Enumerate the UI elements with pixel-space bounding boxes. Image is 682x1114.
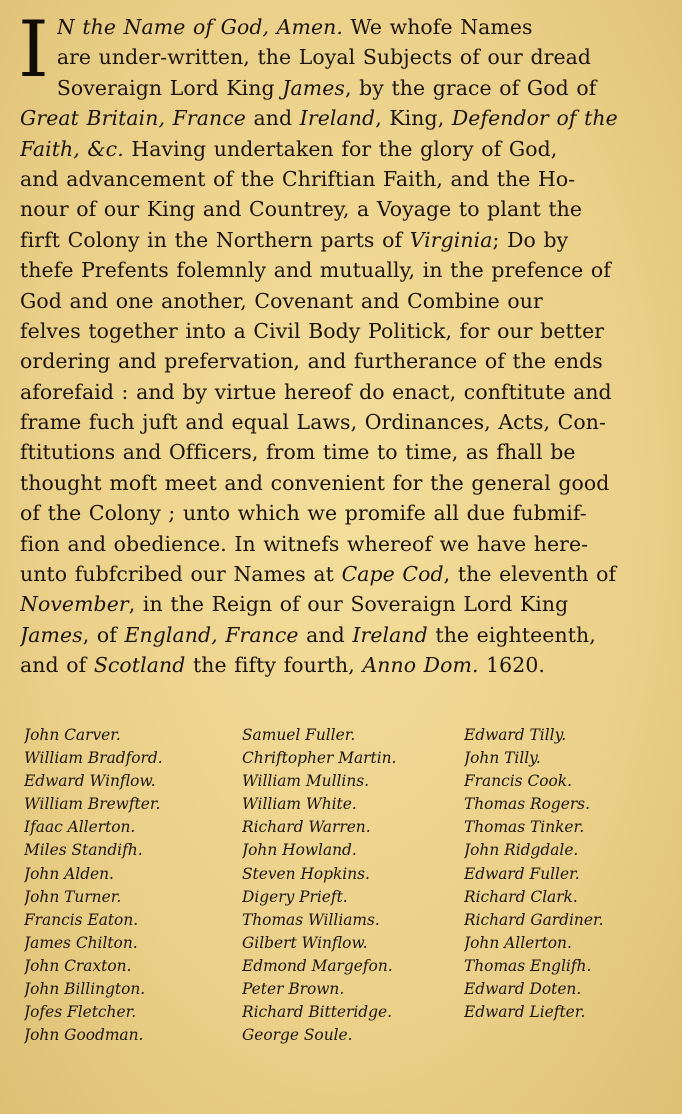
signatory-name: Richard Warren. xyxy=(242,818,371,837)
compact-line xyxy=(20,498,670,528)
signatory-name: John Carver. xyxy=(24,726,121,744)
signatory-name: John Howland. xyxy=(242,841,357,860)
signatory-name: Edward Liefter. xyxy=(464,1003,586,1022)
signatory-name: William Brewfter. xyxy=(24,795,161,814)
signatory-name: William Bradford. xyxy=(24,749,163,768)
compact-text-segment: Great Britain, France xyxy=(20,106,246,131)
signatory-name: Richard Bitteridge. xyxy=(242,1003,393,1022)
signatory-name: Francis Eaton. xyxy=(24,910,139,929)
signatory-name: George Soule. xyxy=(242,1026,353,1045)
signatory-name: Ifaac Allerton. xyxy=(24,818,136,837)
compact-text-segment: thefe Prefents folemnly and mutually, in the prefence of xyxy=(20,258,611,283)
compact-line xyxy=(20,468,670,498)
signatory-name: Edward Tilly. xyxy=(464,726,567,744)
signatory-name: John Alden. xyxy=(24,864,114,883)
compact-line xyxy=(20,589,670,619)
compact-lines xyxy=(18,5,670,681)
signatory-name: Thomas Englifh. xyxy=(464,956,592,975)
signatory-name: Thomas Williams. xyxy=(242,910,380,929)
compact-line xyxy=(20,407,670,437)
signature-column-1 xyxy=(24,724,242,1047)
signatory-name: Digery Prieft. xyxy=(242,887,348,906)
compact-line xyxy=(20,377,670,407)
compact-line xyxy=(57,73,670,103)
compact-line xyxy=(20,437,670,467)
signatory-name: John Ridgdale. xyxy=(464,841,579,860)
compact-text-segment: Virginia xyxy=(409,227,493,252)
signature-column-2 xyxy=(242,724,464,1047)
compact-line xyxy=(20,225,670,255)
signatory-name: Francis Cook. xyxy=(464,772,572,791)
compact-text-segment: , in the Reign of our Soveraign Lord King xyxy=(128,592,569,617)
drop-cap: I xyxy=(18,5,49,95)
compact-text-segment: Soveraign Lord King xyxy=(56,75,283,100)
compact-text-segment: Faith, &c. xyxy=(20,136,124,161)
compact-text-segment: November xyxy=(20,592,129,617)
compact-text-segment: of the Colony ; unto which we promife all due fubmif- xyxy=(20,501,587,526)
compact-text-segment: thought moft meet and convenient for the general good xyxy=(20,470,610,495)
compact-line xyxy=(20,559,670,589)
compact-text-segment: , King, xyxy=(375,106,452,131)
compact-text-segment: ftitutions and Officers, from time to time, as fhall be xyxy=(20,440,576,465)
signatory-name: Miles Standifh. xyxy=(24,841,143,860)
signatory-name: John Allerton. xyxy=(464,933,572,952)
compact-text-segment: unto fubfcribed our Names at xyxy=(20,562,342,587)
compact-line xyxy=(20,650,670,680)
signatory-name: Gilbert Winflow. xyxy=(242,933,368,952)
signatory-name: John Goodman. xyxy=(24,1026,144,1045)
compact-text-segment: aforefaid : and by virtue hereof do enact, conftitute and xyxy=(20,379,612,404)
signatory-name: Steven Hopkins. xyxy=(242,864,370,883)
signatory-name: Edward Doten. xyxy=(464,980,582,999)
compact-text-segment: , the eleventh of xyxy=(443,562,617,587)
compact-text-segment: and xyxy=(245,106,300,131)
compact-line xyxy=(20,529,670,559)
signatory-name: John Tilly. xyxy=(464,749,541,768)
compact-text-segment: the fifty fourth, xyxy=(185,653,363,678)
signatory-name: Thomas Tinker. xyxy=(464,818,585,837)
compact-text-segment: , by the grace of God of xyxy=(344,75,597,100)
signatory-name: John Billington. xyxy=(24,980,146,999)
compact-text-segment: Ireland xyxy=(352,622,428,647)
compact-text-segment: 1620. xyxy=(478,653,545,678)
compact-text-segment: frame fuch juft and equal Laws, Ordinances, Acts, Con- xyxy=(20,410,606,435)
signatory-name: Peter Brown. xyxy=(242,980,345,999)
compact-text-segment: Having undertaken for the glory of God, xyxy=(123,136,558,161)
compact-line xyxy=(20,103,670,133)
compact-text-segment: ordering and prefervation, and furtherance of the ends xyxy=(20,349,603,374)
compact-text-segment: James xyxy=(20,622,83,647)
signatory-name: Richard Gardiner. xyxy=(464,910,604,929)
signatory-name: John Craxton. xyxy=(24,956,132,975)
compact-line xyxy=(20,316,670,346)
compact-text-segment: Ireland xyxy=(299,106,376,131)
compact-text-segment: , of xyxy=(82,622,125,647)
compact-text-segment: N the Name of God, Amen. xyxy=(56,15,343,39)
signatory-name: Edward Winflow. xyxy=(24,772,156,791)
compact-text-segment: and xyxy=(298,622,353,647)
signatory-name: Thomas Rogers. xyxy=(464,795,590,814)
compact-line xyxy=(20,134,670,164)
compact-text-segment: God and one another, Covenant and Combine our xyxy=(20,288,543,313)
compact-line xyxy=(20,164,670,194)
signatory-name: Chriftopher Martin. xyxy=(242,749,397,768)
compact-text-segment: the eighteenth, xyxy=(427,622,596,647)
compact-text-segment: Anno Dom. xyxy=(362,653,479,678)
compact-text-segment: James xyxy=(282,75,345,100)
compact-text xyxy=(18,5,670,681)
compact-line xyxy=(20,194,670,224)
compact-text-segment: Defendor of the xyxy=(451,106,618,131)
compact-line xyxy=(57,42,670,72)
compact-text-segment: Scotland xyxy=(93,653,186,678)
compact-text-segment: and of xyxy=(20,653,94,678)
signatory-name: Jofes Fletcher. xyxy=(24,1003,137,1022)
compact-text-segment: fion and obedience. In witnefs whereof we have here- xyxy=(20,531,589,556)
signatory-name: Samuel Fuller. xyxy=(242,726,356,744)
compact-text-segment: We whofe Names xyxy=(342,15,533,39)
compact-text-segment: England, France xyxy=(124,622,299,647)
signatory-name: John Turner. xyxy=(24,887,122,906)
signature-column-3 xyxy=(464,724,664,1047)
compact-line xyxy=(57,12,670,42)
signatory-name: Edward Fuller. xyxy=(464,864,580,883)
compact-line xyxy=(20,620,670,650)
compact-text-segment: nour of our King and Countrey, a Voyage to plant the xyxy=(20,197,583,222)
compact-text-segment: are under-written, the Loyal Subjects of our dread xyxy=(56,45,592,70)
compact-line xyxy=(20,255,670,285)
compact-text-segment: ; Do by xyxy=(492,227,569,252)
signatory-name: William White. xyxy=(242,795,357,814)
compact-text-segment: firft Colony in the Northern parts of xyxy=(20,227,410,252)
signatory-name: Edmond Margefon. xyxy=(242,956,393,975)
compact-line xyxy=(20,286,670,316)
signatory-name: James Chilton. xyxy=(24,933,138,952)
compact-text-segment: Cape Cod xyxy=(341,562,444,587)
signatory-name: William Mullins. xyxy=(242,772,370,791)
signatory-name: Richard Clark. xyxy=(464,887,578,906)
compact-text-segment: felves together into a Civil Body Politick, for our better xyxy=(20,318,605,343)
signatures xyxy=(24,724,674,1047)
compact-text-segment: and advancement of the Chriftian Faith, and the Ho- xyxy=(20,166,576,191)
compact-line xyxy=(20,346,670,376)
